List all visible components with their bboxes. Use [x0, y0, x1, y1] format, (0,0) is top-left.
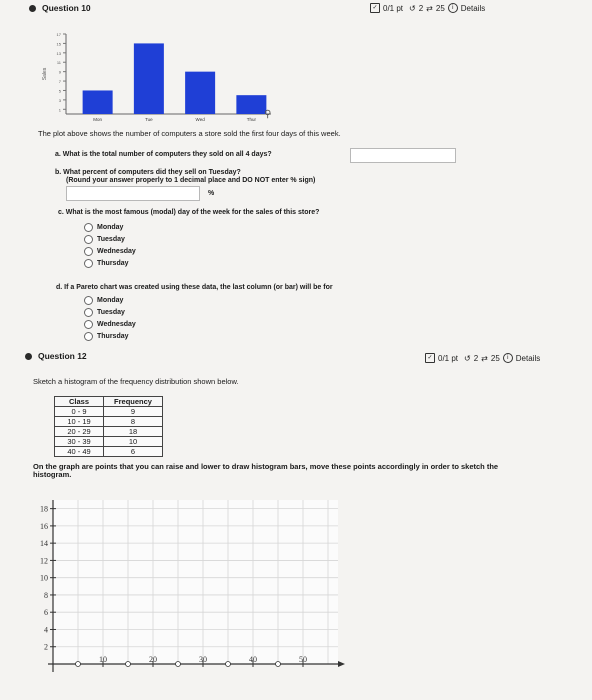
option-label: Monday — [97, 296, 124, 304]
radio-button[interactable] — [84, 235, 93, 244]
drag-point[interactable] — [276, 662, 281, 667]
question-title: Question 12 — [38, 351, 87, 361]
x-tick-label: 20 — [149, 655, 157, 664]
attempts-text: 2 — [418, 3, 424, 13]
frequency-cell: 6 — [104, 447, 163, 457]
submissions-icon: ⇄ — [481, 353, 488, 363]
details-link[interactable]: Details — [460, 3, 486, 13]
plot-area — [53, 500, 338, 664]
question-meta — [425, 353, 540, 363]
class-cell: 40 - 49 — [55, 447, 104, 457]
class-cell: 20 - 29 — [55, 427, 104, 437]
y-tick-label: 3 — [58, 97, 61, 103]
option-wednesday[interactable] — [84, 318, 136, 330]
x-tick-label: 40 — [249, 655, 257, 664]
percent-unit: % — [208, 190, 215, 197]
class-cell: 0 - 9 — [55, 407, 104, 417]
question-meta — [370, 3, 485, 13]
y-tick-label: 16 — [40, 521, 48, 531]
option-monday[interactable] — [84, 221, 136, 233]
frequency-table — [54, 396, 163, 457]
bar — [134, 43, 164, 114]
bar — [83, 90, 113, 114]
bar — [236, 95, 266, 114]
class-header: Class — [55, 397, 104, 407]
class-cell: 30 - 39 — [55, 437, 104, 447]
tuesday-percent-input[interactable] — [66, 186, 200, 201]
score-icon: ✓ — [370, 3, 380, 13]
retry-icon: ↺ — [409, 3, 416, 13]
part-c-label: c. What is the most famous (modal) day of the week for the sales of this store? — [58, 209, 320, 216]
radio-button[interactable] — [84, 259, 93, 268]
attempts-text: 2 — [473, 353, 479, 363]
x-tick-label: Thur — [246, 117, 257, 122]
y-tick-label: 1 — [58, 107, 61, 113]
radio-button[interactable] — [84, 223, 93, 232]
zoom-icon[interactable]: ⚲ — [264, 109, 272, 120]
x-tick-label: 50 — [299, 655, 307, 664]
y-tick-label: 2 — [44, 642, 48, 652]
x-tick-label: Tue — [145, 117, 153, 122]
x-tick-label: 10 — [99, 655, 107, 664]
table-row — [55, 417, 163, 427]
part-d-label: d. If a Pareto chart was created using these data, the last column (or bar) will be for — [56, 284, 333, 291]
y-tick-label: 18 — [40, 504, 48, 514]
tries-text: 25 — [490, 353, 500, 363]
table-row — [55, 407, 163, 417]
table-row — [55, 437, 163, 447]
y-tick-label: 4 — [44, 625, 48, 635]
x-axis-arrow — [338, 661, 345, 667]
submissions-icon: ⇄ — [426, 3, 433, 13]
score-text: 0/1 pt — [383, 3, 404, 13]
option-wednesday[interactable] — [84, 245, 136, 257]
y-tick-label: 14 — [40, 539, 48, 549]
frequency-cell: 18 — [104, 427, 163, 437]
y-tick-label: 13 — [56, 50, 61, 56]
option-label: Thursday — [97, 332, 129, 340]
modal-day-options — [84, 221, 136, 269]
histogram-prompt: Sketch a histogram of the frequency distribution shown below. — [33, 377, 239, 386]
bar — [185, 72, 215, 114]
total-computers-input[interactable] — [350, 148, 456, 163]
retry-icon: ↺ — [464, 353, 471, 363]
option-label: Wednesday — [97, 247, 136, 255]
radio-button[interactable] — [84, 308, 93, 317]
table-row — [55, 447, 163, 457]
option-monday[interactable] — [84, 294, 136, 306]
y-tick-label: 17 — [56, 32, 61, 37]
option-label: Wednesday — [97, 320, 136, 328]
y-tick-label: 12 — [40, 556, 48, 566]
y-tick-label: 7 — [58, 79, 61, 85]
frequency-cell: 10 — [104, 437, 163, 447]
histogram-graph[interactable] — [28, 498, 358, 698]
class-cell: 10 - 19 — [55, 417, 104, 427]
y-axis-label: Sales — [42, 67, 48, 81]
table-header-row — [55, 397, 163, 407]
question-bullet — [29, 5, 36, 12]
y-tick-label: 11 — [56, 60, 61, 66]
question-bullet — [25, 353, 32, 360]
plot-description: The plot above shows the number of computers a store sold the first four days of this week. — [38, 129, 341, 138]
frequency-cell: 9 — [104, 407, 163, 417]
sales-bar-chart — [40, 30, 280, 122]
drag-point[interactable] — [226, 662, 231, 667]
question-title: Question 10 — [42, 3, 91, 13]
radio-button[interactable] — [84, 247, 93, 256]
drag-point[interactable] — [76, 662, 81, 667]
y-tick-label: 9 — [58, 69, 61, 75]
x-tick-label: Mon — [93, 117, 103, 122]
option-tuesday[interactable] — [84, 306, 136, 318]
option-label: Tuesday — [97, 308, 125, 316]
info-icon[interactable]: i — [503, 353, 513, 363]
option-thursday[interactable] — [84, 330, 136, 342]
part-b-label: b. What percent of computers did they sell on Tuesday? — [55, 169, 241, 176]
y-tick-label: 8 — [44, 590, 48, 600]
drag-point[interactable] — [176, 662, 181, 667]
info-icon[interactable]: i — [448, 3, 458, 13]
frequency-header: Frequency — [104, 397, 163, 407]
option-label: Thursday — [97, 259, 129, 267]
tries-text: 25 — [435, 3, 445, 13]
score-icon: ✓ — [425, 353, 435, 363]
part-a-label: a. What is the total number of computers they sold on all 4 days? — [55, 151, 272, 158]
details-link[interactable]: Details — [515, 353, 541, 363]
radio-button[interactable] — [84, 320, 93, 329]
option-label: Monday — [97, 223, 124, 231]
y-tick-label: 6 — [44, 608, 48, 618]
drag-point[interactable] — [126, 662, 131, 667]
y-tick-label: 15 — [56, 41, 61, 47]
radio-button[interactable] — [84, 296, 93, 305]
y-tick-label: 10 — [40, 573, 48, 583]
graph-instructions: On the graph are points that you can raise and lower to draw histogram bars, move these points accordingly in order to sketch the histogram. — [33, 462, 499, 479]
score-text: 0/1 pt — [438, 353, 459, 363]
x-tick-label: 30 — [199, 655, 207, 664]
option-label: Tuesday — [97, 235, 125, 243]
x-tick-label: Wed — [195, 117, 205, 122]
pareto-options — [84, 294, 136, 342]
option-tuesday[interactable] — [84, 233, 136, 245]
y-tick-label: 5 — [58, 88, 61, 94]
option-thursday[interactable] — [84, 257, 136, 269]
frequency-cell: 8 — [104, 417, 163, 427]
table-row — [55, 427, 163, 437]
part-b-note: (Round your answer properly to 1 decimal place and DO NOT enter % sign) — [66, 177, 316, 184]
radio-button[interactable] — [84, 332, 93, 341]
